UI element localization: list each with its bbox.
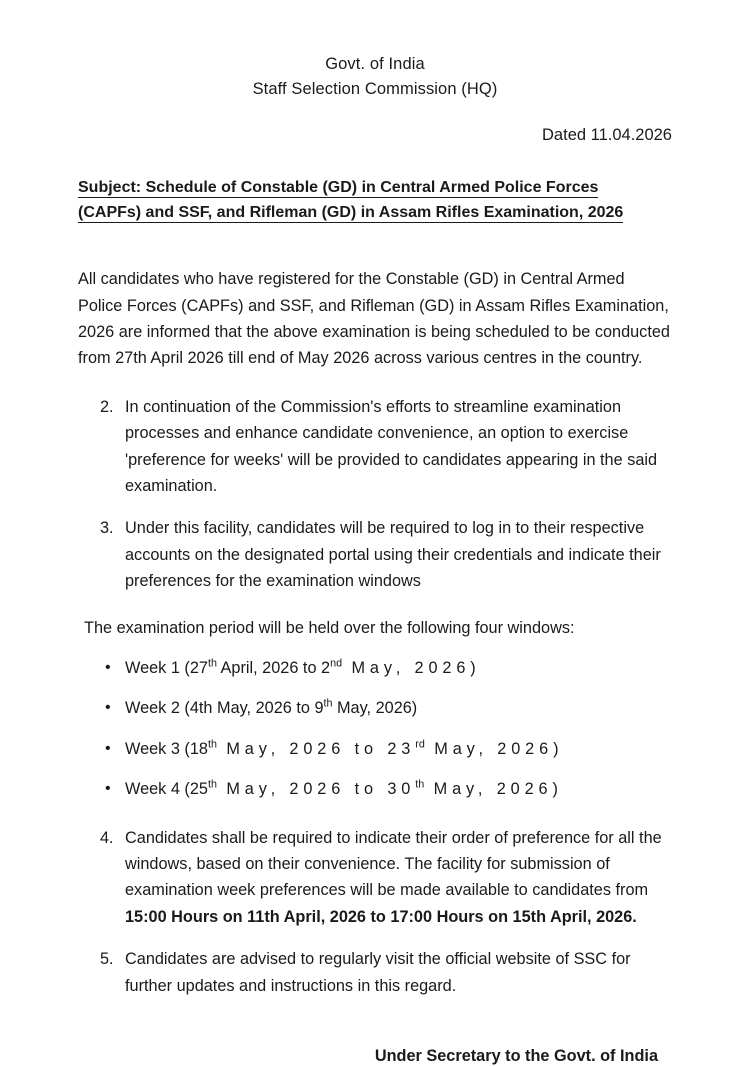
numbered-item-4-text: Candidates shall be required to indicate their order of preference for all the windows, based on their convenience. The facility for submission of examination week preferences will be made available to candidates from (125, 828, 662, 900)
subject-line-1 (78, 175, 680, 201)
subject-line-1-text: Subject: Schedule of Constable (GD) in Central Armed Police Forces (78, 178, 599, 196)
week-bullet-3-label: Week 3 (18 (125, 739, 208, 758)
numbered-item-4-bold-text: 15:00 Hours on 11th April, 2026 to 17:00 Hours on 15th April, 2026. (125, 907, 637, 926)
week-bullet-2-tail: May, 2026) (332, 699, 418, 718)
week-bullet-4 (0, 776, 750, 802)
numbered-item-5-marker: 5. (100, 950, 114, 969)
numbered-item-2-marker: 2. (100, 397, 114, 416)
bullet-dot-icon: • (105, 739, 111, 757)
week-bullet-4-sup-2: th (415, 778, 425, 791)
week-bullet-1-mid: April, 2026 to 2 (216, 659, 331, 677)
document-header (0, 0, 750, 102)
week-bullet-3-mid: May, 2026 to 23 (216, 739, 416, 758)
week-bullet-1 (0, 655, 750, 681)
week-bullet-1-label: Week 1 (27 (125, 659, 208, 677)
bullet-dot-icon: • (105, 659, 111, 676)
numbered-item-4 (0, 825, 750, 931)
numbered-item-5 (0, 946, 750, 999)
week-bullet-2-sup-1: th (323, 697, 333, 710)
week-bullet-3-sup-1: th (207, 738, 217, 751)
subject-line-2 (78, 200, 680, 226)
numbered-item-3 (0, 515, 750, 594)
week-bullet-4-mid: May, 2026 to 30 (216, 780, 416, 799)
week-bullet-1-sup-2: nd (330, 657, 343, 670)
numbered-item-4-marker: 4. (100, 828, 114, 847)
header-govt-of-india: Govt. of India (325, 55, 425, 73)
numbered-item-5-text: Candidates are advised to regularly visit the official website of SSC for further updates and instructions in this regard. (125, 950, 631, 995)
numbered-item-2 (0, 394, 750, 500)
bullet-dot-icon: • (105, 780, 111, 798)
intro-paragraph: All candidates who have registered for the Constable (GD) in Central Armed Police Forces (CAPFs) and SSF, and Rifleman (GD) in Assam Rifles Examination, 2026 are informed that the above examination is being scheduled to be conducted from 27th April 2026 till end of May 2026 across various centres in the country. (78, 270, 670, 368)
signature-line: Under Secretary to the Govt. of India (374, 1046, 658, 1065)
week-bullet-1-tail: May, 2026) (342, 659, 481, 677)
week-bullet-3-sup-2: rd (415, 738, 425, 751)
week-bullet-1-sup-1: th (207, 657, 217, 670)
week-bullets-list (0, 655, 750, 803)
numbered-items-list (0, 394, 750, 595)
header-organisation-name: Staff Selection Commission (HQ) (252, 79, 498, 98)
subject-line-2-text: (CAPFs) and SSF, and Rifleman (GD) in Assam Rifles Examination, 2026 (78, 204, 624, 222)
week-bullet-3 (0, 736, 750, 762)
windows-intro-line: The examination period will be held over the following four windows: (84, 618, 575, 637)
bullet-dot-icon: • (105, 699, 111, 717)
week-bullet-3-tail: May, 2026) (424, 739, 564, 758)
numbered-item-2-text: In continuation of the Commission's efforts to streamline examination processes and enhance candidate convenience, an option to exercise 'preference for weeks' will be provided to candidates appearing in the said examination. (125, 397, 658, 496)
week-bullet-2 (0, 695, 750, 721)
week-bullet-4-sup-1: th (207, 778, 217, 791)
numbered-items-list-2 (0, 825, 750, 999)
week-bullet-2-label: Week 2 (4th May, 2026 to 9 (125, 699, 324, 718)
week-bullet-4-tail: May, 2026) (424, 780, 563, 799)
numbered-item-3-text: Under this facility, candidates will be required to log in to their respective accounts on the designated portal using their credentials and indicate their preferences for the examination windows (125, 519, 661, 591)
subject-block (0, 175, 750, 227)
week-bullet-4-label: Week 4 (25 (125, 780, 208, 799)
dated-line: Dated 11.04.2026 (542, 125, 672, 144)
numbered-item-3-marker: 3. (100, 519, 114, 538)
